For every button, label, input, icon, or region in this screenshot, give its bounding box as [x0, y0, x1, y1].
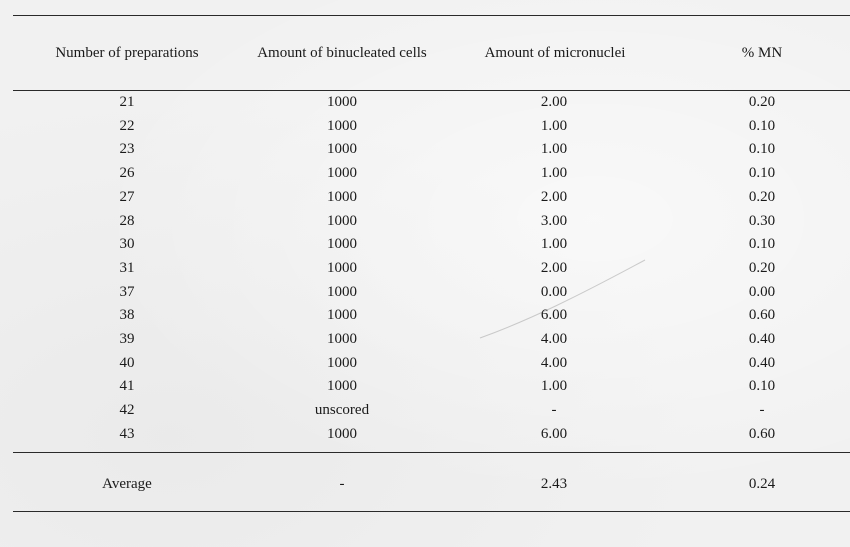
row-percent-mn: 0.10: [748, 117, 776, 134]
row-binucleated-cells: 1000: [327, 94, 357, 110]
row-number: 42: [119, 402, 135, 419]
average-percent-mn: 0.24: [748, 476, 776, 492]
row-binucleated-cells: 1000: [327, 236, 357, 253]
row-number: 38: [119, 307, 135, 324]
row-binucleated-cells: unscored: [314, 402, 370, 419]
row-percent-mn: -: [759, 402, 765, 419]
header-rule: [13, 90, 850, 91]
row-number: 22: [119, 117, 135, 134]
row-binucleated-cells: 1000: [327, 331, 357, 347]
row-number: 26: [119, 165, 135, 182]
row-number: 21: [119, 94, 135, 110]
row-binucleated-cells: 1000: [327, 425, 357, 442]
row-percent-mn: 0.10: [748, 378, 776, 395]
row-binucleated-cells: 1000: [327, 307, 357, 324]
header-percent-mn: % MN: [741, 45, 783, 61]
row-number: 30: [119, 236, 135, 253]
row-micronuclei: 1.00: [540, 141, 568, 158]
average-micronuclei: 2.43: [540, 476, 568, 492]
row-percent-mn: 0.60: [748, 425, 776, 442]
row-micronuclei: 2.00: [540, 94, 568, 110]
row-percent-mn: 0.10: [748, 236, 776, 253]
row-micronuclei: 1.00: [540, 378, 568, 395]
row-micronuclei: 2.00: [540, 188, 568, 205]
row-micronuclei: 1.00: [540, 236, 568, 253]
row-number: 31: [119, 259, 135, 276]
row-micronuclei: 6.00: [540, 425, 568, 442]
header-number-of-preparations: Number of preparations: [55, 45, 199, 61]
header-micronuclei: Amount of micronuclei: [484, 45, 626, 61]
row-binucleated-cells: 1000: [327, 117, 357, 134]
row-micronuclei: 3.00: [540, 212, 568, 229]
row-binucleated-cells: 1000: [327, 259, 357, 276]
table-bottom-rule: [13, 511, 850, 512]
row-percent-mn: 0.10: [748, 165, 776, 182]
row-percent-mn: 0.20: [748, 259, 776, 276]
table-top-rule: [13, 15, 850, 16]
row-micronuclei: 4.00: [540, 354, 568, 371]
row-micronuclei: 6.00: [540, 307, 568, 324]
paper-crease: [470, 250, 660, 350]
row-number: 39: [119, 331, 135, 347]
row-binucleated-cells: 1000: [327, 212, 357, 229]
row-number: 27: [119, 188, 135, 205]
row-binucleated-cells: 1000: [327, 188, 357, 205]
row-percent-mn: 0.40: [748, 354, 776, 371]
row-binucleated-cells: 1000: [327, 165, 357, 182]
row-binucleated-cells: 1000: [327, 141, 357, 158]
row-micronuclei: -: [551, 402, 557, 419]
row-micronuclei: 2.00: [540, 259, 568, 276]
row-binucleated-cells: 1000: [327, 283, 357, 300]
row-binucleated-cells: 1000: [327, 378, 357, 395]
row-number: 23: [119, 141, 135, 158]
row-percent-mn: 0.60: [748, 307, 776, 324]
average-label: Average: [102, 476, 152, 492]
row-percent-mn: 0.20: [748, 188, 776, 205]
average-binucleated-cells: -: [339, 476, 345, 492]
row-micronuclei: 1.00: [540, 117, 568, 134]
row-number: 43: [119, 425, 135, 442]
row-percent-mn: 0.10: [748, 141, 776, 158]
row-binucleated-cells: 1000: [327, 354, 357, 371]
row-number: 28: [119, 212, 135, 229]
row-number: 37: [119, 283, 135, 300]
row-percent-mn: 0.20: [748, 94, 776, 110]
average-rule: [13, 452, 850, 453]
row-percent-mn: 0.30: [748, 212, 776, 229]
header-binucleated-cells: Amount of binucleated cells: [257, 45, 427, 61]
row-micronuclei: 4.00: [540, 331, 568, 347]
row-micronuclei: 0.00: [540, 283, 568, 300]
row-micronuclei: 1.00: [540, 165, 568, 182]
row-number: 40: [119, 354, 135, 371]
row-percent-mn: 0.40: [748, 331, 776, 347]
row-percent-mn: 0.00: [748, 283, 776, 300]
row-number: 41: [119, 378, 135, 395]
